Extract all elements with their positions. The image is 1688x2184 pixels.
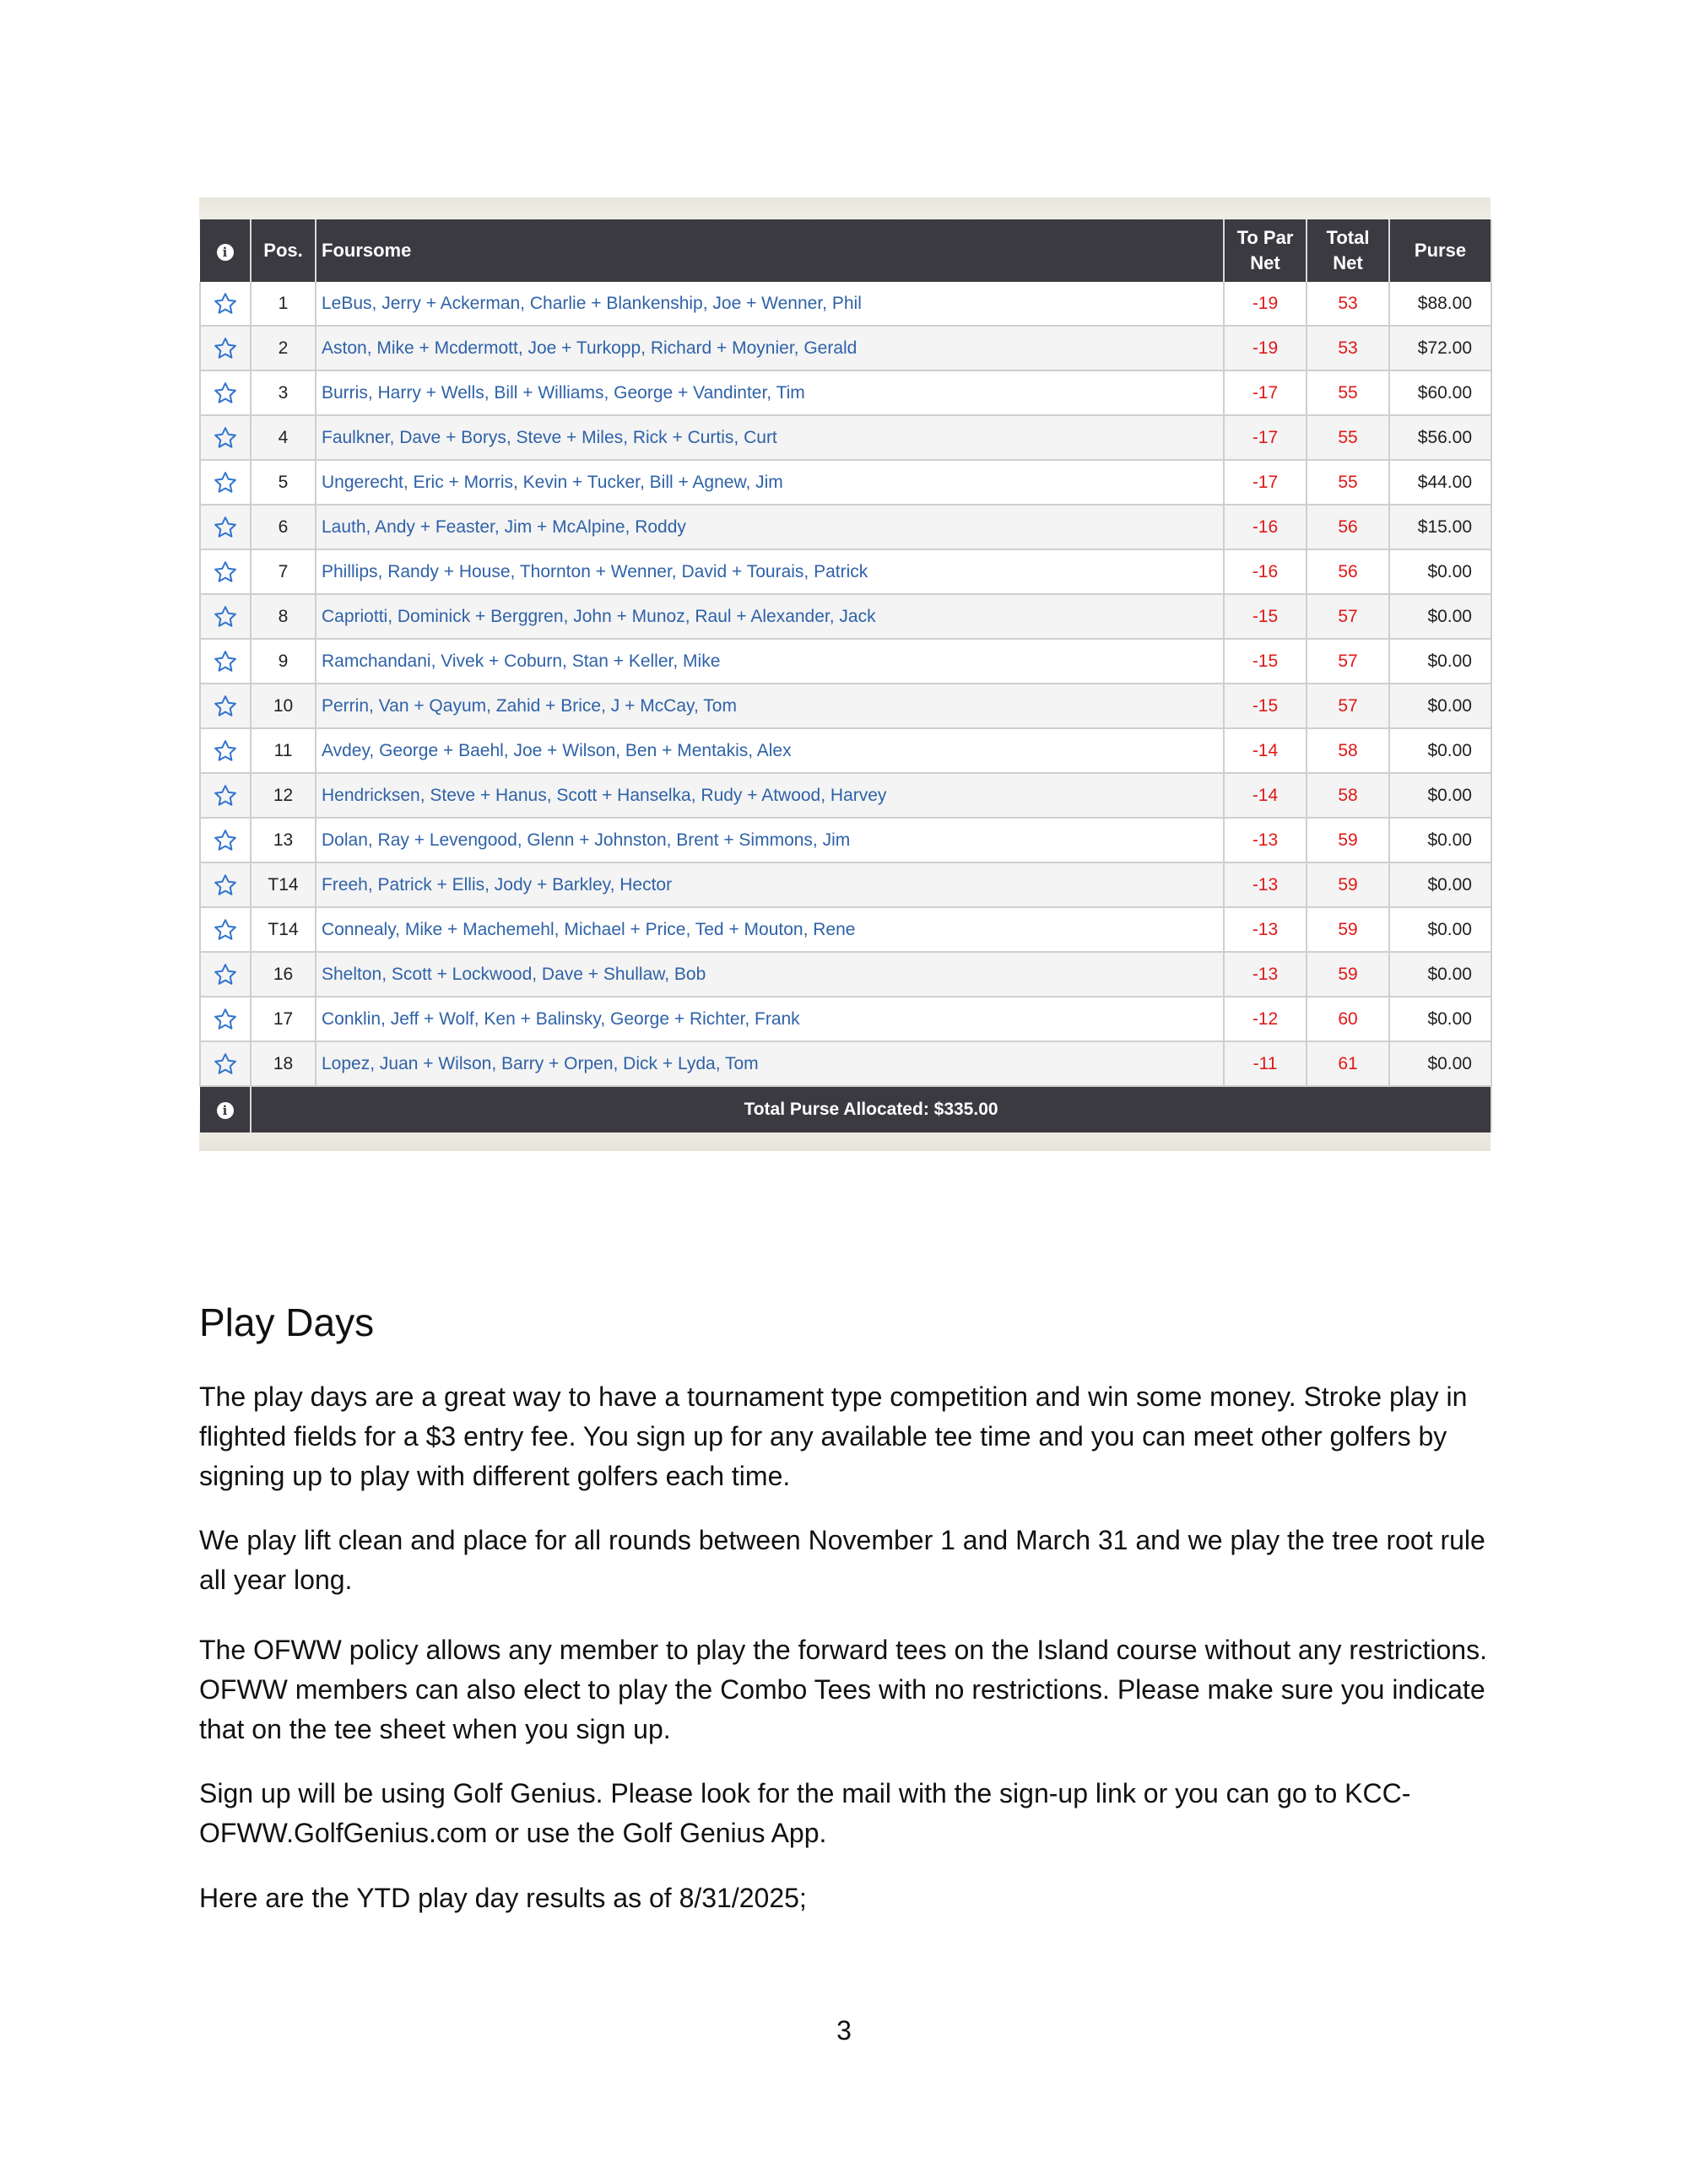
total-net-cell: 58 bbox=[1307, 728, 1389, 773]
total-net-cell: 53 bbox=[1307, 282, 1389, 326]
foursome-link[interactable]: Aston, Mike + Mcdermott, Joe + Turkopp, Richard + Moynier, Gerald bbox=[316, 326, 1224, 370]
total-net-cell: 59 bbox=[1307, 862, 1389, 907]
total-purse-allocated: Total Purse Allocated: $335.00 bbox=[251, 1086, 1491, 1133]
leaderboard-panel bbox=[199, 197, 1491, 1151]
favorite-cell[interactable] bbox=[200, 549, 251, 594]
to-par-net-cell: -17 bbox=[1224, 415, 1307, 460]
table-row[interactable] bbox=[200, 415, 1491, 460]
purse-cell: $0.00 bbox=[1389, 907, 1491, 952]
position-cell: 18 bbox=[251, 1041, 316, 1086]
purse-cell: $0.00 bbox=[1389, 952, 1491, 997]
foursome-header[interactable]: Foursome bbox=[316, 219, 1224, 282]
position-cell: 1 bbox=[251, 282, 316, 326]
position-cell: 11 bbox=[251, 728, 316, 773]
position-cell: 16 bbox=[251, 952, 316, 997]
to-par-net-cell: -13 bbox=[1224, 818, 1307, 862]
purse-header[interactable]: Purse bbox=[1389, 219, 1491, 282]
table-row[interactable] bbox=[200, 460, 1491, 505]
purse-cell: $0.00 bbox=[1389, 773, 1491, 818]
purse-cell: $0.00 bbox=[1389, 862, 1491, 907]
purse-cell: $0.00 bbox=[1389, 549, 1491, 594]
favorite-cell[interactable] bbox=[200, 997, 251, 1041]
star-icon[interactable] bbox=[201, 291, 250, 316]
favorite-cell[interactable] bbox=[200, 282, 251, 326]
foursome-link[interactable]: Ramchandani, Vivek + Coburn, Stan + Keller, Mike bbox=[316, 639, 1224, 684]
total-net-cell: 57 bbox=[1307, 639, 1389, 684]
purse-cell: $0.00 bbox=[1389, 818, 1491, 862]
info-icon[interactable]: i bbox=[217, 1102, 234, 1119]
foursome-link[interactable]: Connealy, Mike + Machemehl, Michael + Price, Ted + Mouton, Rene bbox=[316, 907, 1224, 952]
table-row[interactable] bbox=[200, 684, 1491, 728]
star-icon[interactable] bbox=[201, 336, 250, 361]
favorite-cell[interactable] bbox=[200, 862, 251, 907]
total-net-cell: 56 bbox=[1307, 505, 1389, 549]
purse-cell: $0.00 bbox=[1389, 997, 1491, 1041]
purse-cell: $88.00 bbox=[1389, 282, 1491, 326]
purse-cell: $0.00 bbox=[1389, 684, 1491, 728]
total-net-cell: 61 bbox=[1307, 1041, 1389, 1086]
to-par-net-cell: -16 bbox=[1224, 549, 1307, 594]
to-par-net-cell: -14 bbox=[1224, 773, 1307, 818]
to-par-net-cell: -17 bbox=[1224, 370, 1307, 415]
table-row[interactable] bbox=[200, 326, 1491, 370]
position-cell: 5 bbox=[251, 460, 316, 505]
to-par-label: To Par bbox=[1236, 227, 1294, 248]
foursome-link[interactable]: Ungerecht, Eric + Morris, Kevin + Tucker, Bill + Agnew, Jim bbox=[316, 460, 1224, 505]
foursome-link[interactable]: Conklin, Jeff + Wolf, Ken + Balinsky, George + Richter, Frank bbox=[316, 997, 1224, 1041]
position-cell: T14 bbox=[251, 862, 316, 907]
paragraph-results-intro: Here are the YTD play day results as of 8/31/2025; bbox=[199, 1883, 807, 1913]
to-par-net-cell: -15 bbox=[1224, 639, 1307, 684]
table-header-row bbox=[200, 219, 1491, 282]
favorite-cell[interactable] bbox=[200, 907, 251, 952]
pos-header[interactable]: Pos. bbox=[251, 219, 316, 282]
to-par-net-cell: -15 bbox=[1224, 594, 1307, 639]
foursome-link[interactable]: LeBus, Jerry + Ackerman, Charlie + Blankenship, Joe + Wenner, Phil bbox=[316, 282, 1224, 326]
star-icon[interactable] bbox=[201, 515, 250, 540]
page-number: 3 bbox=[836, 2015, 852, 2046]
favorite-cell[interactable] bbox=[200, 773, 251, 818]
favorite-cell[interactable] bbox=[200, 460, 251, 505]
table-row[interactable] bbox=[200, 952, 1491, 997]
leaderboard-table bbox=[199, 219, 1492, 1133]
star-icon[interactable] bbox=[201, 738, 250, 764]
total-net-cell: 55 bbox=[1307, 370, 1389, 415]
total-net-cell: 55 bbox=[1307, 415, 1389, 460]
purse-cell: $0.00 bbox=[1389, 594, 1491, 639]
table-row[interactable] bbox=[200, 639, 1491, 684]
star-icon[interactable] bbox=[201, 425, 250, 451]
table-row[interactable] bbox=[200, 907, 1491, 952]
paragraph-rules: We play lift clean and place for all rounds between November 1 and March 31 and we play the tree root rule all year long. bbox=[199, 1525, 1485, 1595]
star-icon[interactable] bbox=[201, 694, 250, 719]
favorite-cell[interactable] bbox=[200, 415, 251, 460]
foursome-link[interactable]: Lopez, Juan + Wilson, Barry + Orpen, Dick + Lyda, Tom bbox=[316, 1041, 1224, 1086]
paragraph-intro: The play days are a great way to have a tournament type competition and win some money. Stroke play in flighted fields for a $3 entry fee. You sign up for any available tee time and you can meet other golfers by signing up to play with different golfers each time. bbox=[199, 1381, 1468, 1491]
paragraph-tees-policy: The OFWW policy allows any member to play the forward tees on the Island course without any restrictions. OFWW members can also elect to play the Combo Tees with no restrictions. Please make sure you indicate that on the tee sheet when you sign up. bbox=[199, 1635, 1487, 1744]
to-par-net-cell: -12 bbox=[1224, 997, 1307, 1041]
total-net-cell: 59 bbox=[1307, 818, 1389, 862]
table-row[interactable] bbox=[200, 1041, 1491, 1086]
position-cell: 8 bbox=[251, 594, 316, 639]
total-net-cell: 59 bbox=[1307, 907, 1389, 952]
star-icon[interactable] bbox=[201, 1007, 250, 1032]
foursome-link[interactable]: Dolan, Ray + Levengood, Glenn + Johnston, Brent + Simmons, Jim bbox=[316, 818, 1224, 862]
to-par-net-cell: -13 bbox=[1224, 907, 1307, 952]
paragraph-signup: Sign up will be using Golf Genius. Please look for the mail with the sign-up link or you can go to KCC-OFWW.GolfGenius.com or use the Golf Genius App. bbox=[199, 1778, 1411, 1848]
position-cell: 9 bbox=[251, 639, 316, 684]
total-net-cell: 57 bbox=[1307, 684, 1389, 728]
foursome-link[interactable]: Hendricksen, Steve + Hanus, Scott + Hanselka, Rudy + Atwood, Harvey bbox=[316, 773, 1224, 818]
purse-cell: $0.00 bbox=[1389, 1041, 1491, 1086]
foursome-link[interactable]: Avdey, George + Baehl, Joe + Wilson, Ben + Mentakis, Alex bbox=[316, 728, 1224, 773]
table-row[interactable] bbox=[200, 862, 1491, 907]
table-row[interactable] bbox=[200, 282, 1491, 326]
to-par-net-header[interactable] bbox=[1224, 219, 1307, 282]
table-row[interactable] bbox=[200, 594, 1491, 639]
info-header[interactable] bbox=[200, 219, 251, 282]
purse-cell: $15.00 bbox=[1389, 505, 1491, 549]
to-par-net-cell: -11 bbox=[1224, 1041, 1307, 1086]
favorite-cell[interactable] bbox=[200, 728, 251, 773]
to-par-net-label: Net bbox=[1250, 252, 1280, 273]
purse-cell: $60.00 bbox=[1389, 370, 1491, 415]
section-heading: Play Days bbox=[199, 1300, 375, 1344]
table-row[interactable] bbox=[200, 549, 1491, 594]
star-icon[interactable] bbox=[201, 962, 250, 987]
to-par-net-cell: -13 bbox=[1224, 862, 1307, 907]
total-net-header[interactable] bbox=[1307, 219, 1389, 282]
star-icon[interactable] bbox=[201, 1051, 250, 1077]
total-net-cell: 60 bbox=[1307, 997, 1389, 1041]
star-icon[interactable] bbox=[201, 828, 250, 853]
purse-cell: $44.00 bbox=[1389, 460, 1491, 505]
table-row[interactable] bbox=[200, 728, 1491, 773]
position-cell: 7 bbox=[251, 549, 316, 594]
to-par-net-cell: -19 bbox=[1224, 282, 1307, 326]
total-net-cell: 58 bbox=[1307, 773, 1389, 818]
info-icon[interactable]: i bbox=[217, 244, 234, 261]
position-cell: 3 bbox=[251, 370, 316, 415]
star-icon[interactable] bbox=[201, 470, 250, 495]
foursome-link[interactable]: Phillips, Randy + House, Thornton + Wenner, David + Tourais, Patrick bbox=[316, 549, 1224, 594]
to-par-net-cell: -14 bbox=[1224, 728, 1307, 773]
favorite-cell[interactable] bbox=[200, 639, 251, 684]
to-par-net-cell: -15 bbox=[1224, 684, 1307, 728]
favorite-cell[interactable] bbox=[200, 1041, 251, 1086]
table-row[interactable] bbox=[200, 505, 1491, 549]
total-net-cell: 56 bbox=[1307, 549, 1389, 594]
foursome-link[interactable]: Burris, Harry + Wells, Bill + Williams, George + Vandinter, Tim bbox=[316, 370, 1224, 415]
favorite-cell[interactable] bbox=[200, 326, 251, 370]
foursome-link[interactable]: Freeh, Patrick + Ellis, Jody + Barkley, Hector bbox=[316, 862, 1224, 907]
foursome-link[interactable]: Capriotti, Dominick + Berggren, John + Munoz, Raul + Alexander, Jack bbox=[316, 594, 1224, 639]
total-net-label: Net bbox=[1333, 252, 1363, 273]
to-par-net-cell: -19 bbox=[1224, 326, 1307, 370]
table-row[interactable] bbox=[200, 997, 1491, 1041]
position-cell: 2 bbox=[251, 326, 316, 370]
purse-cell: $0.00 bbox=[1389, 639, 1491, 684]
total-label: Total bbox=[1326, 227, 1370, 248]
star-icon[interactable] bbox=[201, 873, 250, 898]
position-cell: T14 bbox=[251, 907, 316, 952]
to-par-net-cell: -13 bbox=[1224, 952, 1307, 997]
star-icon[interactable] bbox=[201, 783, 250, 808]
position-cell: 17 bbox=[251, 997, 316, 1041]
position-cell: 13 bbox=[251, 818, 316, 862]
purse-cell: $56.00 bbox=[1389, 415, 1491, 460]
total-net-cell: 59 bbox=[1307, 952, 1389, 997]
star-icon[interactable] bbox=[201, 381, 250, 406]
star-icon[interactable] bbox=[201, 560, 250, 585]
table-footer-row bbox=[200, 1086, 1491, 1133]
foursome-link[interactable]: Shelton, Scott + Lockwood, Dave + Shullaw, Bob bbox=[316, 952, 1224, 997]
total-net-cell: 55 bbox=[1307, 460, 1389, 505]
to-par-net-cell: -16 bbox=[1224, 505, 1307, 549]
foursome-link[interactable]: Faulkner, Dave + Borys, Steve + Miles, Rick + Curtis, Curt bbox=[316, 415, 1224, 460]
to-par-net-cell: -17 bbox=[1224, 460, 1307, 505]
total-net-cell: 53 bbox=[1307, 326, 1389, 370]
table-row[interactable] bbox=[200, 818, 1491, 862]
favorite-cell[interactable] bbox=[200, 818, 251, 862]
foursome-link[interactable]: Perrin, Van + Qayum, Zahid + Brice, J + McCay, Tom bbox=[316, 684, 1224, 728]
foursome-link[interactable]: Lauth, Andy + Feaster, Jim + McAlpine, Roddy bbox=[316, 505, 1224, 549]
footer-info-cell[interactable] bbox=[200, 1086, 251, 1133]
position-cell: 12 bbox=[251, 773, 316, 818]
purse-cell: $0.00 bbox=[1389, 728, 1491, 773]
favorite-cell[interactable] bbox=[200, 684, 251, 728]
leaderboard-body bbox=[200, 282, 1491, 1086]
position-cell: 10 bbox=[251, 684, 316, 728]
position-cell: 6 bbox=[251, 505, 316, 549]
star-icon[interactable] bbox=[201, 917, 250, 943]
favorite-cell[interactable] bbox=[200, 952, 251, 997]
table-row[interactable] bbox=[200, 773, 1491, 818]
table-row[interactable] bbox=[200, 370, 1491, 415]
purse-cell: $72.00 bbox=[1389, 326, 1491, 370]
position-cell: 4 bbox=[251, 415, 316, 460]
star-icon[interactable] bbox=[201, 649, 250, 674]
favorite-cell[interactable] bbox=[200, 505, 251, 549]
favorite-cell[interactable] bbox=[200, 370, 251, 415]
favorite-cell[interactable] bbox=[200, 594, 251, 639]
total-net-cell: 57 bbox=[1307, 594, 1389, 639]
star-icon[interactable] bbox=[201, 604, 250, 630]
